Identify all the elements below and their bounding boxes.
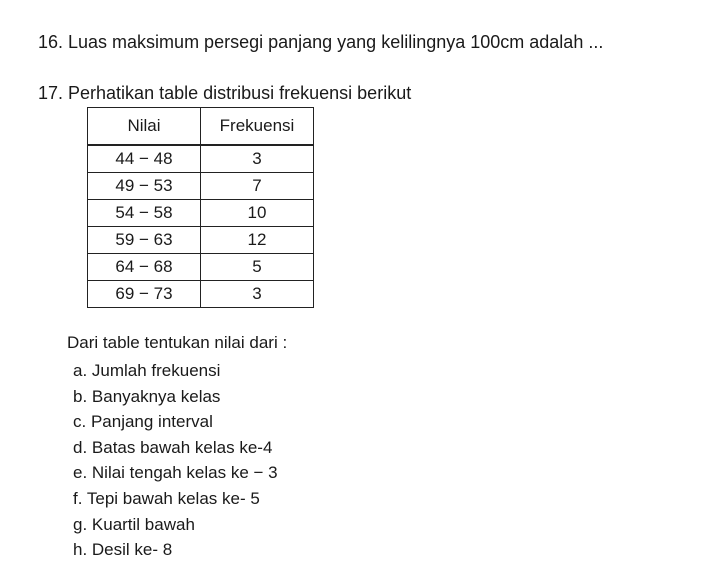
list-item: c. Panjang interval <box>73 412 213 432</box>
list-item: a. Jumlah frekuensi <box>73 361 221 380</box>
table-header-row <box>88 108 314 146</box>
cell-nilai: 64 − 68 <box>88 254 201 281</box>
table-row <box>88 254 314 281</box>
table-row <box>88 281 314 308</box>
list-item: h. Desil ke- 8 <box>73 540 173 560</box>
cell-nilai: 44 − 48 <box>88 145 201 173</box>
table-row <box>88 145 314 173</box>
list-item: f. Tepi bawah kelas ke- 5 <box>73 488 260 508</box>
cell-nilai: 59 − 63 <box>88 227 201 254</box>
table-row <box>88 200 314 227</box>
cell-frekuensi: 10 <box>201 200 314 227</box>
cell-nilai: 49 − 53 <box>88 173 201 200</box>
cell-frekuensi: 5 <box>201 254 314 281</box>
question-items-list <box>73 358 278 563</box>
cell-nilai: 69 − 73 <box>88 281 201 308</box>
instruction-text: Dari table tentukan nilai dari : <box>67 333 288 352</box>
question-16-text: 16. Luas maksimum persegi panjang yang kelilingnya 100cm adalah ... <box>38 32 604 52</box>
cell-frekuensi: 3 <box>201 145 314 173</box>
cell-frekuensi: 7 <box>201 173 314 200</box>
list-item: g. Kuartil bawah <box>73 514 195 534</box>
list-item: b. Banyaknya kelas <box>73 386 221 406</box>
cell-nilai: 54 − 58 <box>88 200 201 227</box>
list-item: e. Nilai tengah kelas ke − 3 <box>73 463 278 483</box>
table-row <box>88 227 314 254</box>
cell-frekuensi: 12 <box>201 227 314 254</box>
header-nilai: Nilai <box>88 108 201 146</box>
header-frekuensi: Frekuensi <box>201 108 314 146</box>
table-row <box>88 173 314 200</box>
frequency-distribution-table <box>87 107 314 308</box>
list-item: d. Batas bawah kelas ke-4 <box>73 437 273 457</box>
cell-frekuensi: 3 <box>201 281 314 308</box>
question-17-text: 17. Perhatikan table distribusi frekuensi berikut <box>38 83 412 103</box>
